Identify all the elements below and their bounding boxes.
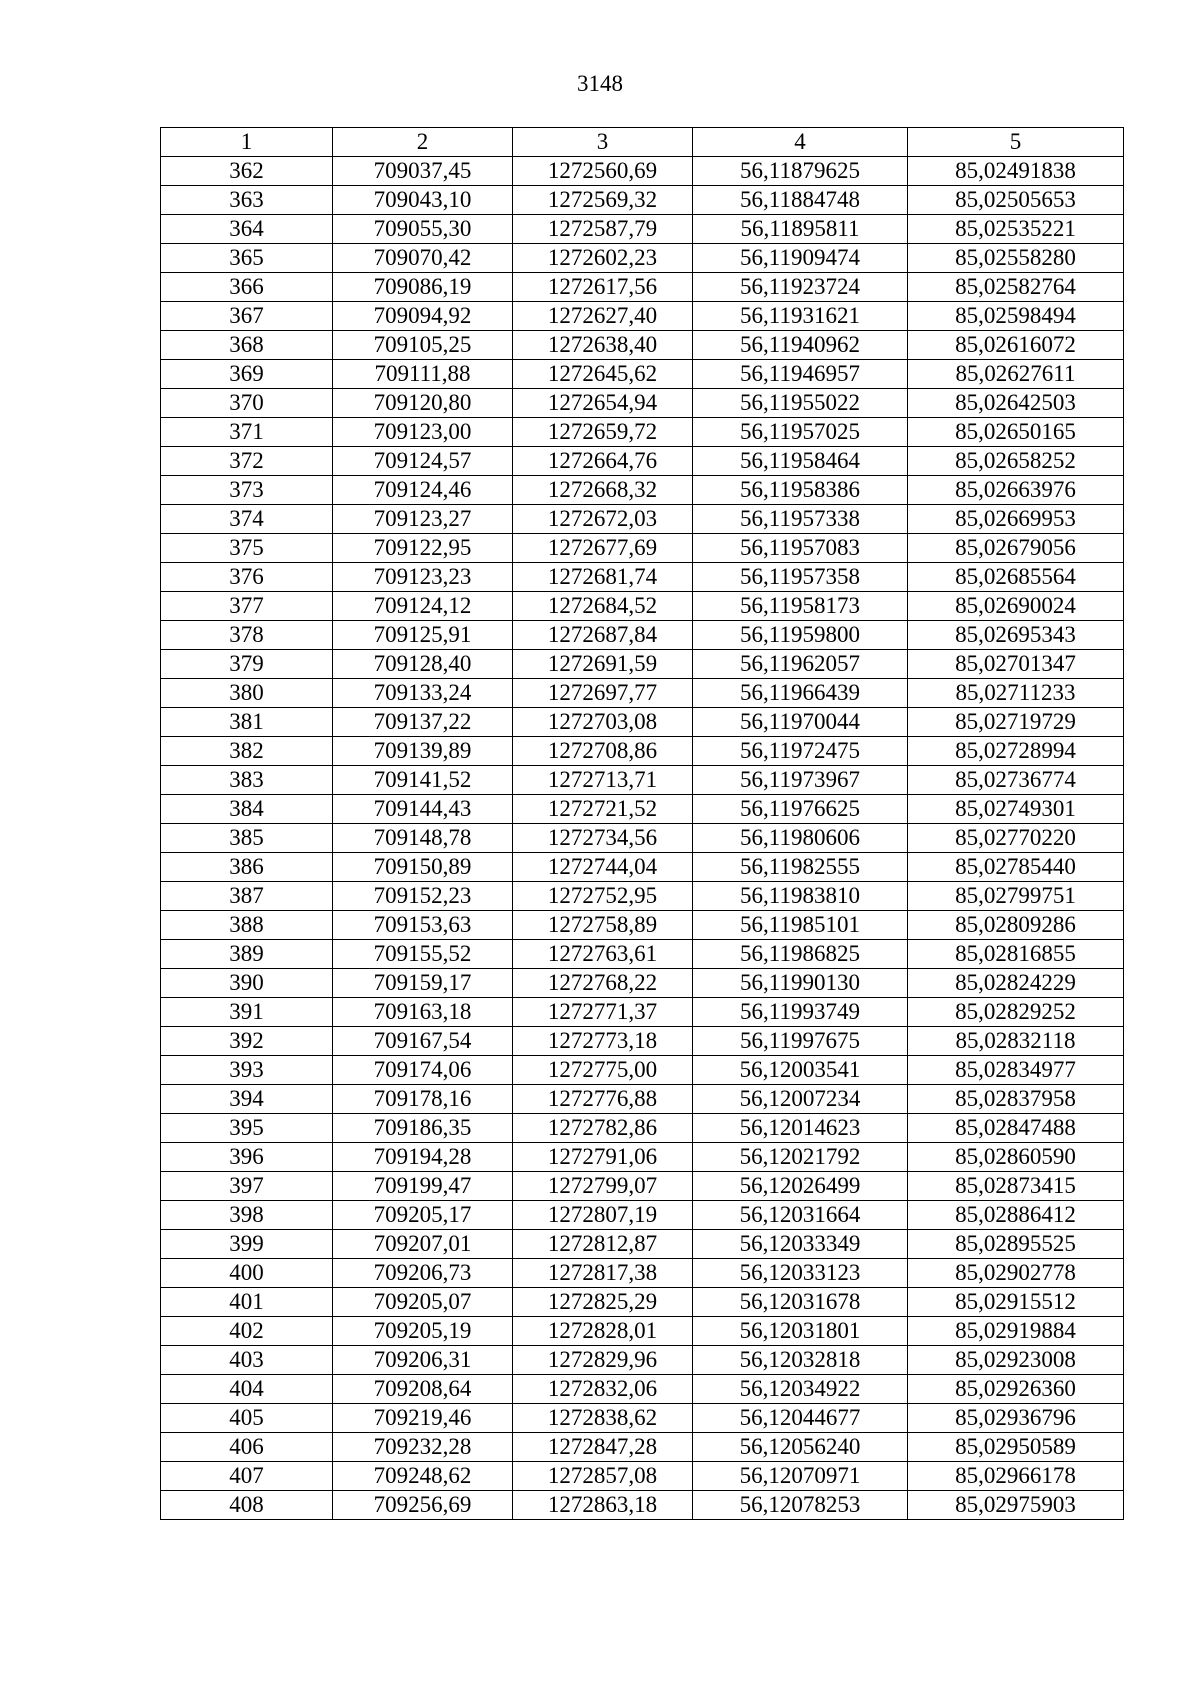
point-number-cell: 384 <box>161 795 333 824</box>
x-coordinate-cell: 709124,46 <box>333 476 513 505</box>
table-row <box>161 1317 1124 1346</box>
point-number-cell: 403 <box>161 1346 333 1375</box>
latitude-cell: 56,11955022 <box>693 389 908 418</box>
x-coordinate-cell: 709206,73 <box>333 1259 513 1288</box>
y-coordinate-cell: 1272602,23 <box>513 244 693 273</box>
table-row <box>161 621 1124 650</box>
latitude-cell: 56,11970044 <box>693 708 908 737</box>
point-number-cell: 399 <box>161 1230 333 1259</box>
x-coordinate-cell: 709205,19 <box>333 1317 513 1346</box>
x-coordinate-cell: 709256,69 <box>333 1491 513 1520</box>
x-coordinate-cell: 709155,52 <box>333 940 513 969</box>
latitude-cell: 56,11985101 <box>693 911 908 940</box>
longitude-cell: 85,02873415 <box>908 1172 1124 1201</box>
longitude-cell: 85,02975903 <box>908 1491 1124 1520</box>
y-coordinate-cell: 1272807,19 <box>513 1201 693 1230</box>
longitude-cell: 85,02719729 <box>908 708 1124 737</box>
latitude-cell: 56,11966439 <box>693 679 908 708</box>
y-coordinate-cell: 1272857,08 <box>513 1462 693 1491</box>
latitude-cell: 56,11923724 <box>693 273 908 302</box>
table-row <box>161 534 1124 563</box>
y-coordinate-cell: 1272771,37 <box>513 998 693 1027</box>
point-number-cell: 363 <box>161 186 333 215</box>
y-coordinate-cell: 1272672,03 <box>513 505 693 534</box>
y-coordinate-cell: 1272817,38 <box>513 1259 693 1288</box>
x-coordinate-cell: 709144,43 <box>333 795 513 824</box>
y-coordinate-cell: 1272832,06 <box>513 1375 693 1404</box>
table-row <box>161 969 1124 998</box>
point-number-cell: 365 <box>161 244 333 273</box>
latitude-cell: 56,11982555 <box>693 853 908 882</box>
table-row <box>161 998 1124 1027</box>
point-number-cell: 373 <box>161 476 333 505</box>
x-coordinate-cell: 709055,30 <box>333 215 513 244</box>
x-coordinate-cell: 709148,78 <box>333 824 513 853</box>
latitude-cell: 56,11879625 <box>693 157 908 186</box>
x-coordinate-cell: 709207,01 <box>333 1230 513 1259</box>
table-row <box>161 1027 1124 1056</box>
y-coordinate-cell: 1272773,18 <box>513 1027 693 1056</box>
latitude-cell: 56,11962057 <box>693 650 908 679</box>
point-number-cell: 374 <box>161 505 333 534</box>
latitude-cell: 56,12031664 <box>693 1201 908 1230</box>
y-coordinate-cell: 1272812,87 <box>513 1230 693 1259</box>
point-number-cell: 393 <box>161 1056 333 1085</box>
x-coordinate-cell: 709159,17 <box>333 969 513 998</box>
point-number-cell: 406 <box>161 1433 333 1462</box>
latitude-cell: 56,11957338 <box>693 505 908 534</box>
header-row <box>161 128 1124 157</box>
latitude-cell: 56,11958386 <box>693 476 908 505</box>
longitude-cell: 85,02919884 <box>908 1317 1124 1346</box>
y-coordinate-cell: 1272627,40 <box>513 302 693 331</box>
longitude-cell: 85,02690024 <box>908 592 1124 621</box>
point-number-cell: 397 <box>161 1172 333 1201</box>
point-number-cell: 376 <box>161 563 333 592</box>
latitude-cell: 56,11958173 <box>693 592 908 621</box>
x-coordinate-cell: 709120,80 <box>333 389 513 418</box>
table-row <box>161 476 1124 505</box>
x-coordinate-cell: 709248,62 <box>333 1462 513 1491</box>
x-coordinate-cell: 709141,52 <box>333 766 513 795</box>
point-number-cell: 379 <box>161 650 333 679</box>
column-header-1: 1 <box>161 128 333 157</box>
y-coordinate-cell: 1272847,28 <box>513 1433 693 1462</box>
table-row <box>161 1462 1124 1491</box>
latitude-cell: 56,11983810 <box>693 882 908 911</box>
y-coordinate-cell: 1272684,52 <box>513 592 693 621</box>
x-coordinate-cell: 709137,22 <box>333 708 513 737</box>
y-coordinate-cell: 1272744,04 <box>513 853 693 882</box>
latitude-cell: 56,11976625 <box>693 795 908 824</box>
longitude-cell: 85,02679056 <box>908 534 1124 563</box>
y-coordinate-cell: 1272734,56 <box>513 824 693 853</box>
column-header-2: 2 <box>333 128 513 157</box>
point-number-cell: 386 <box>161 853 333 882</box>
y-coordinate-cell: 1272758,89 <box>513 911 693 940</box>
table-row <box>161 186 1124 215</box>
latitude-cell: 56,11958464 <box>693 447 908 476</box>
x-coordinate-cell: 709037,45 <box>333 157 513 186</box>
x-coordinate-cell: 709043,10 <box>333 186 513 215</box>
table-row <box>161 766 1124 795</box>
y-coordinate-cell: 1272775,00 <box>513 1056 693 1085</box>
y-coordinate-cell: 1272828,01 <box>513 1317 693 1346</box>
table-row <box>161 679 1124 708</box>
y-coordinate-cell: 1272654,94 <box>513 389 693 418</box>
table-row <box>161 563 1124 592</box>
point-number-cell: 392 <box>161 1027 333 1056</box>
x-coordinate-cell: 709186,35 <box>333 1114 513 1143</box>
x-coordinate-cell: 709123,23 <box>333 563 513 592</box>
table-row <box>161 418 1124 447</box>
table-row <box>161 1433 1124 1462</box>
y-coordinate-cell: 1272617,56 <box>513 273 693 302</box>
longitude-cell: 85,02658252 <box>908 447 1124 476</box>
latitude-cell: 56,11980606 <box>693 824 908 853</box>
latitude-cell: 56,11959800 <box>693 621 908 650</box>
point-number-cell: 378 <box>161 621 333 650</box>
point-number-cell: 389 <box>161 940 333 969</box>
x-coordinate-cell: 709123,00 <box>333 418 513 447</box>
longitude-cell: 85,02701347 <box>908 650 1124 679</box>
table-row <box>161 708 1124 737</box>
y-coordinate-cell: 1272664,76 <box>513 447 693 476</box>
point-number-cell: 407 <box>161 1462 333 1491</box>
latitude-cell: 56,11957025 <box>693 418 908 447</box>
x-coordinate-cell: 709167,54 <box>333 1027 513 1056</box>
point-number-cell: 398 <box>161 1201 333 1230</box>
point-number-cell: 395 <box>161 1114 333 1143</box>
longitude-cell: 85,02582764 <box>908 273 1124 302</box>
table-row <box>161 1346 1124 1375</box>
longitude-cell: 85,02491838 <box>908 157 1124 186</box>
table-header <box>161 128 1124 157</box>
longitude-cell: 85,02847488 <box>908 1114 1124 1143</box>
point-number-cell: 382 <box>161 737 333 766</box>
point-number-cell: 402 <box>161 1317 333 1346</box>
x-coordinate-cell: 709111,88 <box>333 360 513 389</box>
table-row <box>161 882 1124 911</box>
x-coordinate-cell: 709206,31 <box>333 1346 513 1375</box>
point-number-cell: 367 <box>161 302 333 331</box>
x-coordinate-cell: 709205,07 <box>333 1288 513 1317</box>
longitude-cell: 85,02816855 <box>908 940 1124 969</box>
latitude-cell: 56,12007234 <box>693 1085 908 1114</box>
latitude-cell: 56,12021792 <box>693 1143 908 1172</box>
x-coordinate-cell: 709125,91 <box>333 621 513 650</box>
y-coordinate-cell: 1272659,72 <box>513 418 693 447</box>
table-row <box>161 592 1124 621</box>
longitude-cell: 85,02663976 <box>908 476 1124 505</box>
longitude-cell: 85,02895525 <box>908 1230 1124 1259</box>
x-coordinate-cell: 709122,95 <box>333 534 513 563</box>
latitude-cell: 56,11957358 <box>693 563 908 592</box>
x-coordinate-cell: 709070,42 <box>333 244 513 273</box>
latitude-cell: 56,11973967 <box>693 766 908 795</box>
latitude-cell: 56,11940962 <box>693 331 908 360</box>
table-row <box>161 1085 1124 1114</box>
latitude-cell: 56,11957083 <box>693 534 908 563</box>
point-number-cell: 385 <box>161 824 333 853</box>
longitude-cell: 85,02669953 <box>908 505 1124 534</box>
table-row <box>161 940 1124 969</box>
x-coordinate-cell: 709128,40 <box>333 650 513 679</box>
y-coordinate-cell: 1272776,88 <box>513 1085 693 1114</box>
y-coordinate-cell: 1272681,74 <box>513 563 693 592</box>
latitude-cell: 56,11993749 <box>693 998 908 1027</box>
table-row <box>161 1056 1124 1085</box>
y-coordinate-cell: 1272713,71 <box>513 766 693 795</box>
y-coordinate-cell: 1272587,79 <box>513 215 693 244</box>
y-coordinate-cell: 1272721,52 <box>513 795 693 824</box>
longitude-cell: 85,02829252 <box>908 998 1124 1027</box>
longitude-cell: 85,02902778 <box>908 1259 1124 1288</box>
point-number-cell: 369 <box>161 360 333 389</box>
y-coordinate-cell: 1272838,62 <box>513 1404 693 1433</box>
table-row <box>161 360 1124 389</box>
point-number-cell: 370 <box>161 389 333 418</box>
x-coordinate-cell: 709139,89 <box>333 737 513 766</box>
table-row <box>161 505 1124 534</box>
table-row <box>161 1288 1124 1317</box>
longitude-cell: 85,02711233 <box>908 679 1124 708</box>
y-coordinate-cell: 1272752,95 <box>513 882 693 911</box>
point-number-cell: 400 <box>161 1259 333 1288</box>
y-coordinate-cell: 1272668,32 <box>513 476 693 505</box>
table-row <box>161 1230 1124 1259</box>
latitude-cell: 56,11946957 <box>693 360 908 389</box>
x-coordinate-cell: 709232,28 <box>333 1433 513 1462</box>
longitude-cell: 85,02966178 <box>908 1462 1124 1491</box>
point-number-cell: 404 <box>161 1375 333 1404</box>
table-row <box>161 1114 1124 1143</box>
latitude-cell: 56,11909474 <box>693 244 908 273</box>
x-coordinate-cell: 709133,24 <box>333 679 513 708</box>
longitude-cell: 85,02685564 <box>908 563 1124 592</box>
column-header-5: 5 <box>908 128 1124 157</box>
longitude-cell: 85,02824229 <box>908 969 1124 998</box>
coordinates-table <box>160 127 1124 1520</box>
longitude-cell: 85,02926360 <box>908 1375 1124 1404</box>
point-number-cell: 391 <box>161 998 333 1027</box>
latitude-cell: 56,11884748 <box>693 186 908 215</box>
y-coordinate-cell: 1272825,29 <box>513 1288 693 1317</box>
x-coordinate-cell: 709094,92 <box>333 302 513 331</box>
table-row <box>161 795 1124 824</box>
x-coordinate-cell: 709163,18 <box>333 998 513 1027</box>
x-coordinate-cell: 709205,17 <box>333 1201 513 1230</box>
x-coordinate-cell: 709199,47 <box>333 1172 513 1201</box>
x-coordinate-cell: 709208,64 <box>333 1375 513 1404</box>
table-row <box>161 650 1124 679</box>
point-number-cell: 388 <box>161 911 333 940</box>
point-number-cell: 368 <box>161 331 333 360</box>
table-row <box>161 215 1124 244</box>
latitude-cell: 56,12070971 <box>693 1462 908 1491</box>
y-coordinate-cell: 1272569,32 <box>513 186 693 215</box>
longitude-cell: 85,02886412 <box>908 1201 1124 1230</box>
latitude-cell: 56,12032818 <box>693 1346 908 1375</box>
column-header-4: 4 <box>693 128 908 157</box>
longitude-cell: 85,02915512 <box>908 1288 1124 1317</box>
latitude-cell: 56,11997675 <box>693 1027 908 1056</box>
table-row <box>161 302 1124 331</box>
table-row <box>161 157 1124 186</box>
longitude-cell: 85,02535221 <box>908 215 1124 244</box>
longitude-cell: 85,02834977 <box>908 1056 1124 1085</box>
point-number-cell: 372 <box>161 447 333 476</box>
longitude-cell: 85,02860590 <box>908 1143 1124 1172</box>
x-coordinate-cell: 709178,16 <box>333 1085 513 1114</box>
column-header-3: 3 <box>513 128 693 157</box>
longitude-cell: 85,02558280 <box>908 244 1124 273</box>
point-number-cell: 383 <box>161 766 333 795</box>
y-coordinate-cell: 1272799,07 <box>513 1172 693 1201</box>
longitude-cell: 85,02642503 <box>908 389 1124 418</box>
longitude-cell: 85,02505653 <box>908 186 1124 215</box>
table-row <box>161 1143 1124 1172</box>
x-coordinate-cell: 709153,63 <box>333 911 513 940</box>
y-coordinate-cell: 1272638,40 <box>513 331 693 360</box>
latitude-cell: 56,11895811 <box>693 215 908 244</box>
table-row <box>161 273 1124 302</box>
latitude-cell: 56,12014623 <box>693 1114 908 1143</box>
point-number-cell: 396 <box>161 1143 333 1172</box>
latitude-cell: 56,12031801 <box>693 1317 908 1346</box>
longitude-cell: 85,02936796 <box>908 1404 1124 1433</box>
table-row <box>161 737 1124 766</box>
point-number-cell: 381 <box>161 708 333 737</box>
point-number-cell: 405 <box>161 1404 333 1433</box>
x-coordinate-cell: 709152,23 <box>333 882 513 911</box>
longitude-cell: 85,02749301 <box>908 795 1124 824</box>
longitude-cell: 85,02695343 <box>908 621 1124 650</box>
x-coordinate-cell: 709124,57 <box>333 447 513 476</box>
longitude-cell: 85,02950589 <box>908 1433 1124 1462</box>
y-coordinate-cell: 1272560,69 <box>513 157 693 186</box>
table-row <box>161 1172 1124 1201</box>
x-coordinate-cell: 709105,25 <box>333 331 513 360</box>
x-coordinate-cell: 709124,12 <box>333 592 513 621</box>
latitude-cell: 56,11972475 <box>693 737 908 766</box>
longitude-cell: 85,02837958 <box>908 1085 1124 1114</box>
longitude-cell: 85,02736774 <box>908 766 1124 795</box>
y-coordinate-cell: 1272691,59 <box>513 650 693 679</box>
point-number-cell: 366 <box>161 273 333 302</box>
table-row <box>161 331 1124 360</box>
longitude-cell: 85,02616072 <box>908 331 1124 360</box>
table-row <box>161 447 1124 476</box>
table-row <box>161 1259 1124 1288</box>
y-coordinate-cell: 1272677,69 <box>513 534 693 563</box>
table-row <box>161 911 1124 940</box>
point-number-cell: 387 <box>161 882 333 911</box>
table-row <box>161 1375 1124 1404</box>
point-number-cell: 364 <box>161 215 333 244</box>
y-coordinate-cell: 1272768,22 <box>513 969 693 998</box>
longitude-cell: 85,02832118 <box>908 1027 1124 1056</box>
longitude-cell: 85,02728994 <box>908 737 1124 766</box>
latitude-cell: 56,12033349 <box>693 1230 908 1259</box>
longitude-cell: 85,02627611 <box>908 360 1124 389</box>
point-number-cell: 401 <box>161 1288 333 1317</box>
y-coordinate-cell: 1272645,62 <box>513 360 693 389</box>
point-number-cell: 394 <box>161 1085 333 1114</box>
y-coordinate-cell: 1272687,84 <box>513 621 693 650</box>
latitude-cell: 56,12033123 <box>693 1259 908 1288</box>
latitude-cell: 56,12044677 <box>693 1404 908 1433</box>
latitude-cell: 56,12026499 <box>693 1172 908 1201</box>
x-coordinate-cell: 709219,46 <box>333 1404 513 1433</box>
latitude-cell: 56,11990130 <box>693 969 908 998</box>
y-coordinate-cell: 1272703,08 <box>513 708 693 737</box>
longitude-cell: 85,02598494 <box>908 302 1124 331</box>
y-coordinate-cell: 1272863,18 <box>513 1491 693 1520</box>
y-coordinate-cell: 1272829,96 <box>513 1346 693 1375</box>
table-row <box>161 853 1124 882</box>
table-row <box>161 1491 1124 1520</box>
x-coordinate-cell: 709123,27 <box>333 505 513 534</box>
x-coordinate-cell: 709194,28 <box>333 1143 513 1172</box>
y-coordinate-cell: 1272763,61 <box>513 940 693 969</box>
longitude-cell: 85,02650165 <box>908 418 1124 447</box>
table-row <box>161 389 1124 418</box>
point-number-cell: 408 <box>161 1491 333 1520</box>
x-coordinate-cell: 709150,89 <box>333 853 513 882</box>
table-row <box>161 1404 1124 1433</box>
point-number-cell: 390 <box>161 969 333 998</box>
y-coordinate-cell: 1272791,06 <box>513 1143 693 1172</box>
latitude-cell: 56,11986825 <box>693 940 908 969</box>
y-coordinate-cell: 1272708,86 <box>513 737 693 766</box>
x-coordinate-cell: 709086,19 <box>333 273 513 302</box>
point-number-cell: 371 <box>161 418 333 447</box>
page-number: 3148 <box>577 71 623 96</box>
table-row <box>161 824 1124 853</box>
longitude-cell: 85,02809286 <box>908 911 1124 940</box>
longitude-cell: 85,02923008 <box>908 1346 1124 1375</box>
longitude-cell: 85,02799751 <box>908 882 1124 911</box>
y-coordinate-cell: 1272782,86 <box>513 1114 693 1143</box>
table-row <box>161 244 1124 273</box>
point-number-cell: 380 <box>161 679 333 708</box>
point-number-cell: 375 <box>161 534 333 563</box>
latitude-cell: 56,12034922 <box>693 1375 908 1404</box>
latitude-cell: 56,12031678 <box>693 1288 908 1317</box>
point-number-cell: 362 <box>161 157 333 186</box>
latitude-cell: 56,11931621 <box>693 302 908 331</box>
point-number-cell: 377 <box>161 592 333 621</box>
x-coordinate-cell: 709174,06 <box>333 1056 513 1085</box>
longitude-cell: 85,02770220 <box>908 824 1124 853</box>
table-row <box>161 1201 1124 1230</box>
latitude-cell: 56,12003541 <box>693 1056 908 1085</box>
latitude-cell: 56,12056240 <box>693 1433 908 1462</box>
latitude-cell: 56,12078253 <box>693 1491 908 1520</box>
longitude-cell: 85,02785440 <box>908 853 1124 882</box>
table-body <box>161 157 1124 1520</box>
y-coordinate-cell: 1272697,77 <box>513 679 693 708</box>
